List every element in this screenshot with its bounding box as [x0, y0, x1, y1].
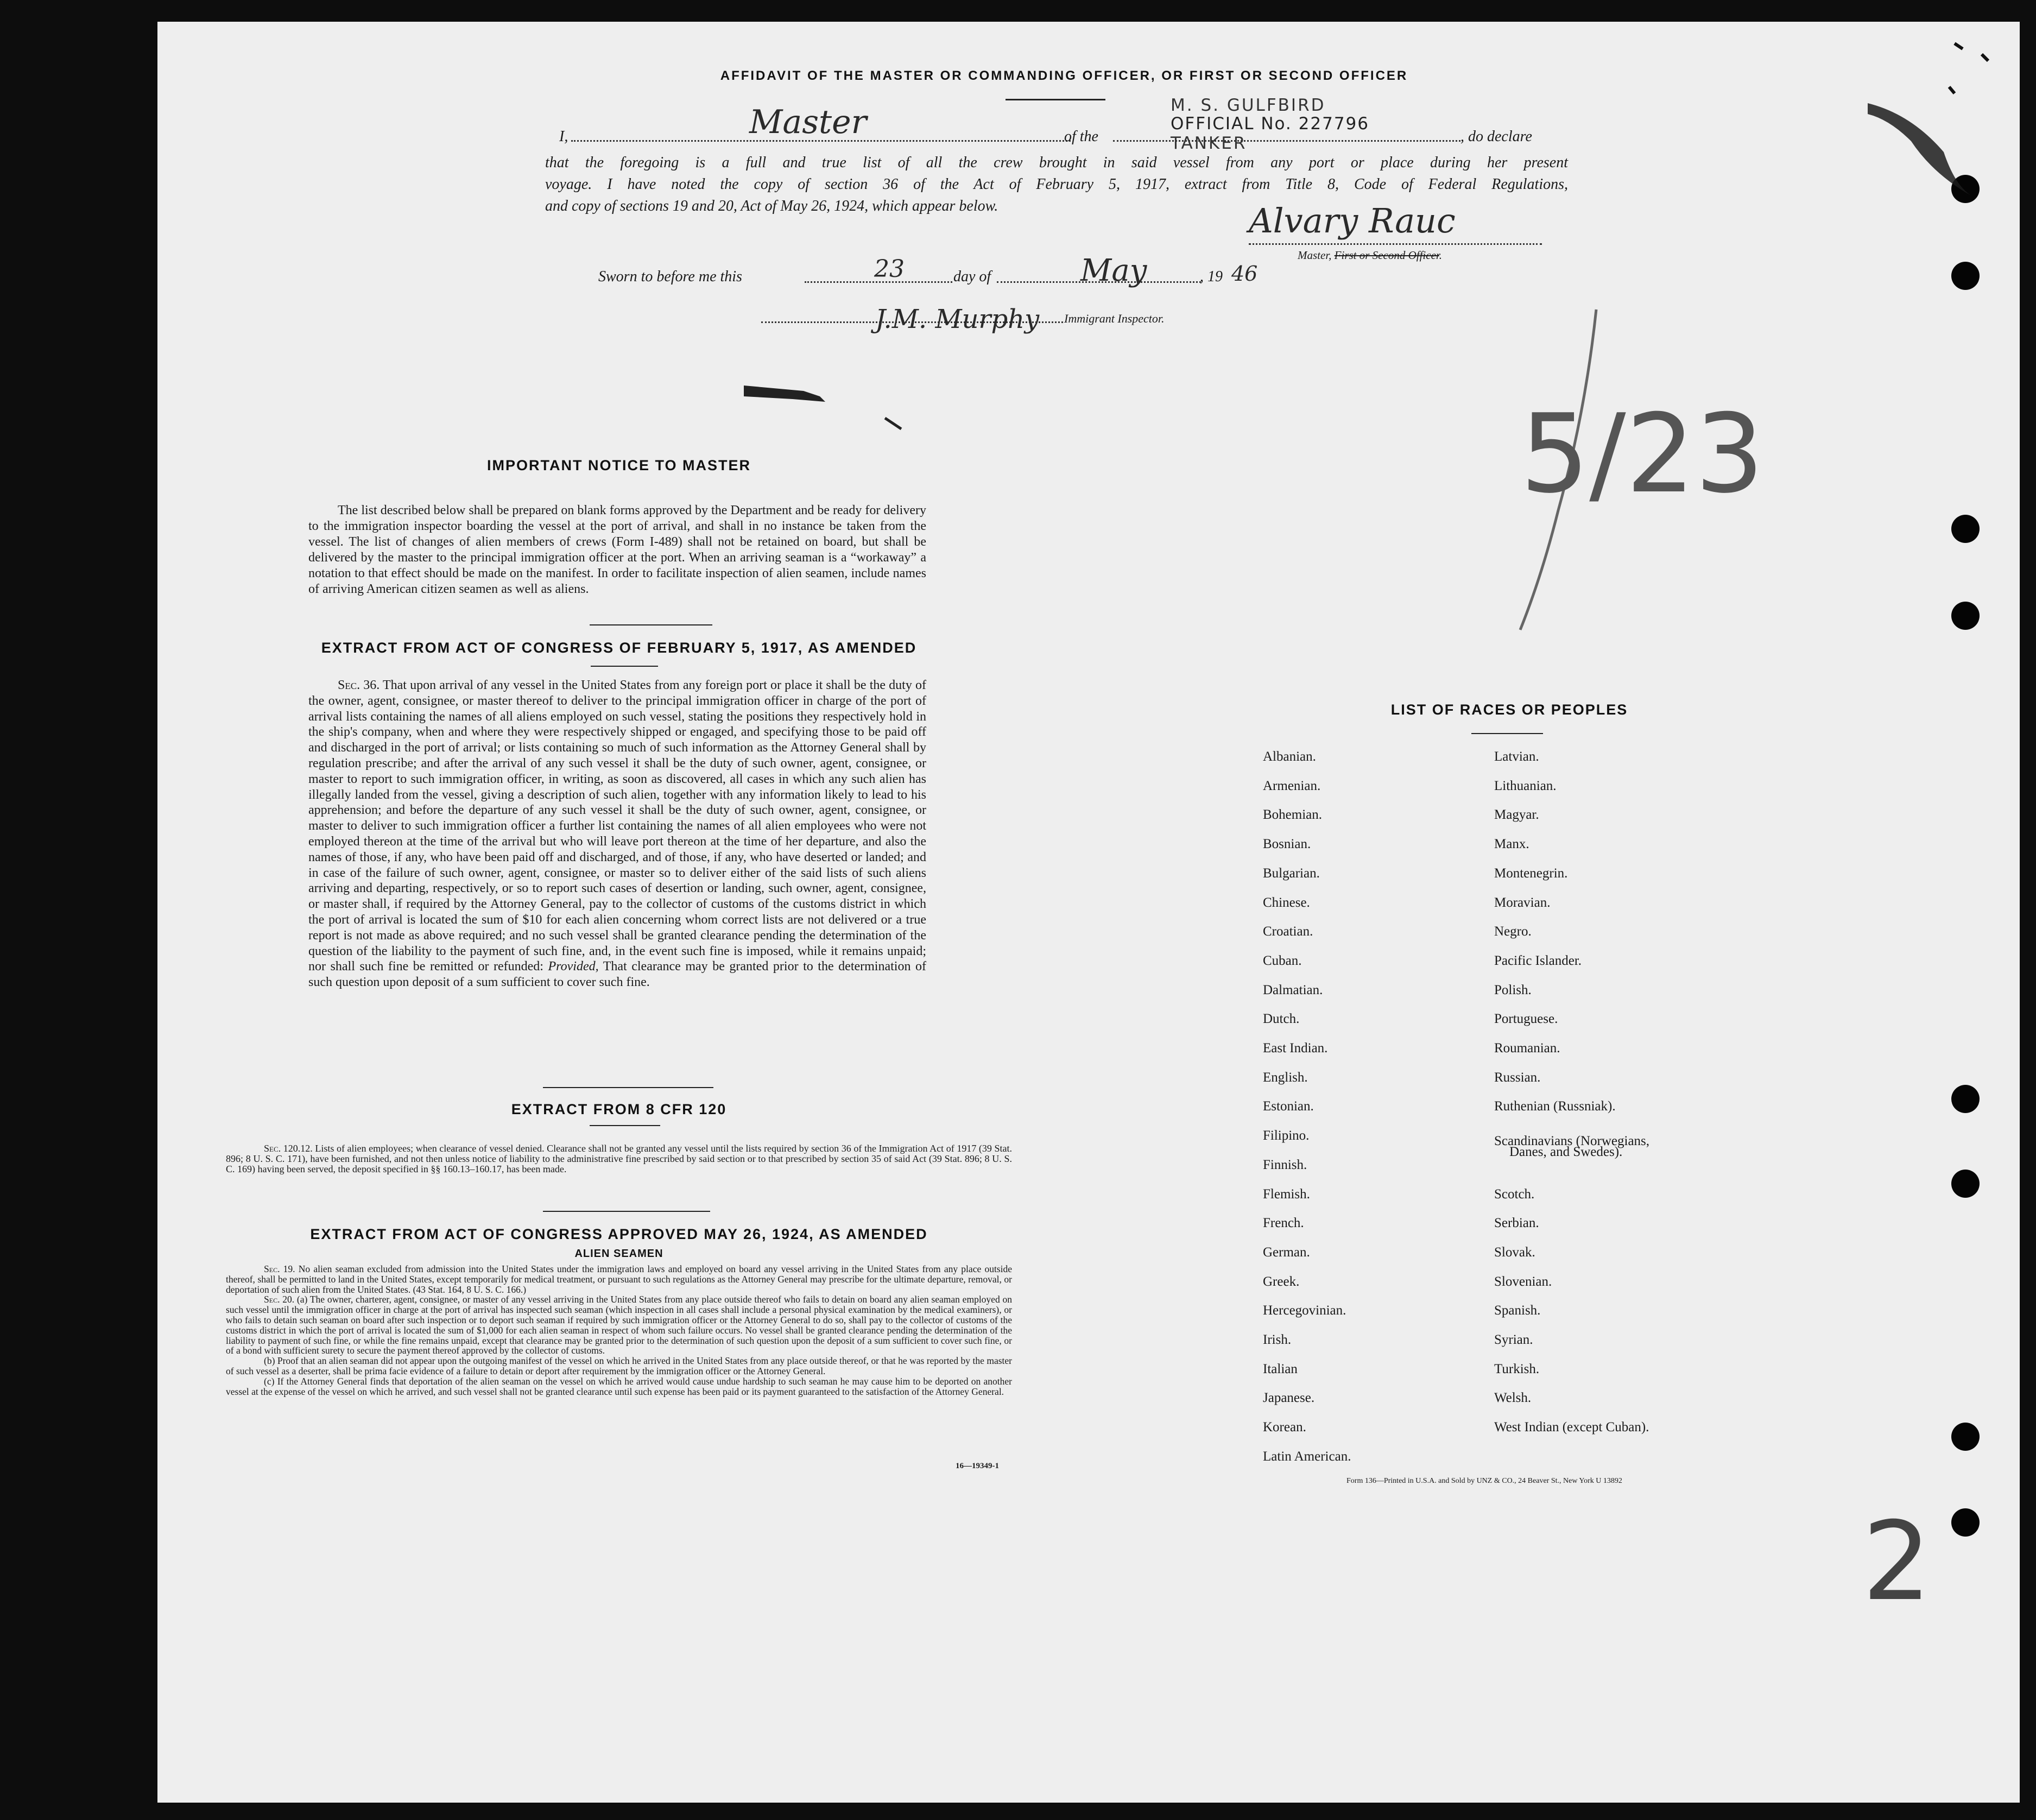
race-item: Slovenian.	[1494, 1274, 1552, 1289]
sec36-text-end: That clearance may be granted prior to the determination of such question upon deposit of a sum sufficient to cover such fine.	[308, 959, 926, 990]
race-item: Scandinavians (Norwegians,	[1494, 1134, 1650, 1149]
race-item: Welsh.	[1494, 1391, 1532, 1406]
day-of-label: day of	[953, 268, 991, 285]
race-item: Dutch.	[1263, 1012, 1300, 1027]
sworn-month: May	[1080, 253, 1147, 288]
divider	[1471, 733, 1543, 734]
master-label: Master,	[1298, 249, 1332, 262]
race-item: Korean.	[1263, 1420, 1306, 1435]
race-item: Hercegovinian.	[1263, 1303, 1346, 1318]
race-item: Serbian.	[1494, 1216, 1539, 1231]
races-heading: LIST OF RACES OR PEOPLES	[1390, 702, 1628, 718]
extract-1917-heading: EXTRACT FROM ACT OF CONGRESS OF FEBRUARY 5, 1917, AS AMENDED	[321, 640, 917, 656]
race-item: Danes, and Swedes).	[1509, 1144, 1623, 1159]
race-item: Scotch.	[1494, 1186, 1535, 1202]
race-item: Spanish.	[1494, 1303, 1541, 1318]
race-item: East Indian.	[1263, 1041, 1328, 1056]
race-item: Estonian.	[1263, 1099, 1314, 1114]
notice-heading: IMPORTANT NOTICE TO MASTER	[487, 457, 751, 473]
vessel-official-number: OFFICIAL No. 227796	[1171, 114, 1369, 134]
punch-hole	[1951, 1085, 1980, 1113]
race-item: Croatian.	[1263, 924, 1313, 939]
inspector-label: Immigrant Inspector.	[1064, 312, 1165, 325]
race-item: Armenian.	[1263, 778, 1321, 793]
race-item: German.	[1263, 1244, 1310, 1260]
race-item: Polish.	[1494, 982, 1532, 997]
sec12012-label: Sec. 120.12.	[264, 1143, 313, 1154]
sec12012-text: Lists of alien employees; when clearance of vessel denied. Clearance shall not be granted any vessel until the lists required by section 36 of the Immigration Act of 1917 (39 Stat. 896; 8 U. S. C. 171), have been furnished, and not then unless notice of liability to the administrative fine prescribed by said section or to that prescribed by section 35 of said Act (39 Stat. 896; 8 U. S. C. 169) having been served, the deposit specified in §§ 160.13–160.17, has been made.	[226, 1143, 1013, 1174]
vessel-name: M. S. GULFBIRD	[1171, 96, 1326, 115]
sec36-text: That upon arrival of any vessel in the United States from any foreign port or place it shall be the duty of the owner, agent, consignee, or master thereof to deliver to the principal immigration officer in charge of the port of arrival lists containing the names of all aliens employed on such vessel, stating the positions they respectively hold in the ship's company, when and where they were respectively shipped or engaged, and specifying those to be paid off and discharged in the port of arrival; or lists containing so much of such information as the Attorney General shall by regulation prescribe; and after the arrival of any such vessel it shall be the duty of such owner, agent, consignee, or master to report to such immigration officer, in writing, as soon as discovered, all cases in which any such alien has illegally landed from the vessel, giving a description of such alien, together with any information likely to lead to his apprehension; and before the departure of any such vessel it shall be the duty of such owner, agent, consignee, or master to deliver to such immigration officer a further list containing the names of all alien employees who were not employed thereon at the time of the arrival but who will leave port thereon at the time of her departure, and also the names of those, if any, who have been paid off and discharged, and of those, if any, who have deserted or landed; and in case of the failure of such owner, agent, consignee, or master so to deliver either of the said lists of such aliens arriving and departing, respectively, or so to report such cases of desertion or landing, such owner, agent, consignee, or master shall, if required by the Attorney General, pay to the collector of customs of the customs district in which the port of arrival is located the sum of $10 for each alien concerning whom correct lists are not delivered or a true report is not made as above required; and no such vessel shall be granted clearance pending the determination of the question of the liability to the payment of such fine, and, in the event such fine is imposed, while it remains unpaid; nor shall such fine be remitted or refunded:	[308, 678, 926, 974]
divider	[543, 1211, 710, 1212]
vessel-type: TANKER	[1171, 134, 1247, 153]
punch-hole	[1951, 1423, 1980, 1451]
race-item: Manx.	[1494, 837, 1529, 852]
race-item: Irish.	[1263, 1332, 1292, 1347]
race-item: West Indian (except Cuban).	[1494, 1420, 1649, 1435]
sec20-label: Sec. 20.	[264, 1294, 295, 1305]
race-item: Latin American.	[1263, 1449, 1351, 1464]
vessel-line	[1113, 140, 1460, 142]
divider	[590, 624, 712, 625]
punch-hole	[1951, 1508, 1980, 1537]
race-item: Moravian.	[1494, 895, 1551, 910]
race-item: Greek.	[1263, 1274, 1300, 1289]
race-item: Ruthenian (Russniak).	[1494, 1099, 1616, 1114]
race-item: Turkish.	[1494, 1361, 1540, 1376]
affidavit-title: AFFIDAVIT OF THE MASTER OR COMMANDING OFFICER, OR FIRST OR SECOND OFFICER	[720, 68, 1408, 83]
divider	[543, 1087, 713, 1088]
race-item: Bosnian.	[1263, 837, 1311, 852]
race-item: Japanese.	[1263, 1391, 1315, 1406]
race-item: Bohemian.	[1263, 807, 1323, 823]
extract-cfr-heading: EXTRACT FROM 8 CFR 120	[511, 1101, 727, 1117]
signature-line	[1249, 243, 1542, 245]
pencil-date-note: 5/23	[1520, 391, 1765, 517]
of-the-label: of the	[1064, 128, 1098, 145]
race-item: Italian	[1263, 1361, 1298, 1376]
inspector-signature: J.M. Murphy	[875, 304, 1040, 334]
race-item: Roumanian.	[1494, 1041, 1560, 1056]
alien-seamen-subheading: ALIEN SEAMEN	[574, 1248, 663, 1260]
race-item: Slovak.	[1494, 1244, 1535, 1260]
race-item: Cuban.	[1263, 953, 1302, 968]
race-item: Albanian.	[1263, 749, 1316, 764]
provided-label: Provided,	[548, 959, 599, 974]
struck-officer-label: First or Second Officer	[1334, 249, 1439, 262]
race-item: Lithuanian.	[1494, 778, 1557, 793]
race-item: Russian.	[1494, 1070, 1541, 1085]
sec36-label: Sec. 36.	[338, 678, 380, 692]
sec20c-text: (c) If the Attorney General finds that deportation of the alien seaman on the vessel on which he arrived would cause undue hardship to such seaman he may cause him to be deported on another vessel at the expense of the vessel on which he arrived, and such vessel shall not be granted clearance until such expense has been paid or its payment guaranteed to the satisfaction of the Attorney General.	[226, 1375, 1012, 1397]
notice-body: The list described below shall be prepared on blank forms approved by the Department and be ready for delivery to the immigration inspector boarding the vessel at the port of arrival, and shall in no instance be taken from the vessel. The list of changes of alien members of crews (Form I-489) shall not be retained on board, but shall be delivered by the master to the principal immigration officer at the port. When an arriving seaman is a “workaway” a notation to that effect should be made on the manifest. In order to facilitate inspection of alien seamen, include names of arriving American citizen seamen as well as aliens.	[308, 503, 926, 596]
extract-1924-heading: EXTRACT FROM ACT OF CONGRESS APPROVED MAY 26, 1924, AS AMENDED	[310, 1226, 928, 1242]
sworn-label: Sworn to before me this	[598, 268, 742, 285]
race-item: Magyar.	[1494, 807, 1539, 823]
sworn-day: 23	[874, 255, 905, 283]
race-item: French.	[1263, 1216, 1304, 1231]
year-prefix: , 19	[1200, 268, 1223, 285]
divider	[591, 666, 658, 667]
affidavit-text-line: and copy of sections 19 and 20, Act of May 26, 1924, which appear below.	[545, 198, 998, 214]
master-role-label: Master, First or Second Officer.	[1298, 249, 1442, 262]
i-label: I,	[559, 128, 568, 145]
pencil-page-number: 2	[1862, 1499, 1932, 1625]
race-item: Negro.	[1494, 924, 1532, 939]
extract-cfr-body	[226, 1143, 1012, 1174]
sec20a-text: (a) The owner, charterer, agent, consignee, or master of any vessel arriving in the United States from any place outside thereof who fails to detain on board any alien seaman employed on such vessel until the immigration officer in charge at the port of arrival has inspected such seaman (which inspection in all cases shall include a personal physical examination by the medical examiners), or who fails to detain such seaman on board after such inspection or to deport such seaman if required by such immigration officer or the Attorney General to do so, shall pay to the collector of customs of the customs district in which the port of arrival is located the sum of $1,000 for each alien seaman in respect of whom such failure occurs. No vessel shall be granted clearance pending the determination of the liability to payment of such fine, or while the fine remains unpaid, except that clearance may be granted prior to the determination of such question upon the deposit of a sum sufficient to cover such fine, or of a bond with sufficient surety to secure the payment thereof approved by the collector of customs.	[226, 1294, 1012, 1356]
sec20b-text: (b) Proof that an alien seaman did not appear upon the outgoing manifest of the vessel on which he arrived in the United States from any place outside thereof, or that he was reported by the master of such vessel as a deserter, shall be prima facie evidence of a failure to detain or deport after requirement by the immigration officer or the Attorney General.	[226, 1355, 1012, 1376]
race-item: Bulgarian.	[1263, 865, 1320, 881]
master-signature: Alvary Rauc	[1249, 201, 1456, 241]
extract-1917-body	[308, 678, 926, 990]
race-item: Montenegrin.	[1494, 865, 1568, 881]
race-item: Finnish.	[1263, 1157, 1307, 1172]
form-code: 16—19349-1	[956, 1462, 999, 1470]
sec19-text: No alien seaman excluded from admission into the United States under the immigration laws and employed on board any vessel arriving in the United States from any place outside thereof, shall be permitted to land in the United States, except temporarily for medical treatment, or pursuant to such regulations as the Attorney General may prescribe for the ultimate departure, removal, or deportation of such alien from the United States. (43 Stat. 164, 8 U. S. C. 166.)	[226, 1263, 1012, 1295]
master-handwritten: Master	[749, 103, 867, 141]
affidavit-text-line: voyage. I have noted the copy of section 36 of the Act of February 5, 1917, extract from Title 8, Code of Federal Regulations,	[545, 176, 1568, 193]
ink-smudge	[1846, 33, 2020, 228]
punch-hole	[1951, 1170, 1980, 1198]
race-item: Portuguese.	[1494, 1012, 1558, 1027]
affidavit-text-line: that the foregoing is a full and true list of all the crew brought in said vessel from any port or place during her present	[545, 154, 1568, 171]
race-item: Dalmatian.	[1263, 982, 1323, 997]
punch-hole	[1951, 515, 1980, 543]
divider	[590, 1125, 660, 1126]
race-item: Chinese.	[1263, 895, 1310, 910]
race-item: Latvian.	[1494, 749, 1539, 764]
extract-1924-body	[226, 1264, 1012, 1396]
punch-hole	[1951, 262, 1980, 290]
divider	[1006, 99, 1105, 100]
printer-footer: Form 136—Printed in U.S.A. and Sold by UNZ & CO., 24 Beaver St., New York U 13892	[1346, 1477, 1622, 1485]
sec19-label: Sec. 19.	[264, 1263, 295, 1274]
race-item: Filipino.	[1263, 1128, 1310, 1143]
race-item: Pacific Islander.	[1494, 953, 1582, 968]
race-item: Flemish.	[1263, 1186, 1310, 1202]
race-item: Syrian.	[1494, 1332, 1533, 1347]
do-declare-label: , do declare	[1460, 128, 1532, 145]
sworn-year: 46	[1231, 262, 1258, 286]
punch-hole	[1951, 602, 1980, 630]
ink-smudge	[738, 375, 912, 440]
race-item: English.	[1263, 1070, 1308, 1085]
